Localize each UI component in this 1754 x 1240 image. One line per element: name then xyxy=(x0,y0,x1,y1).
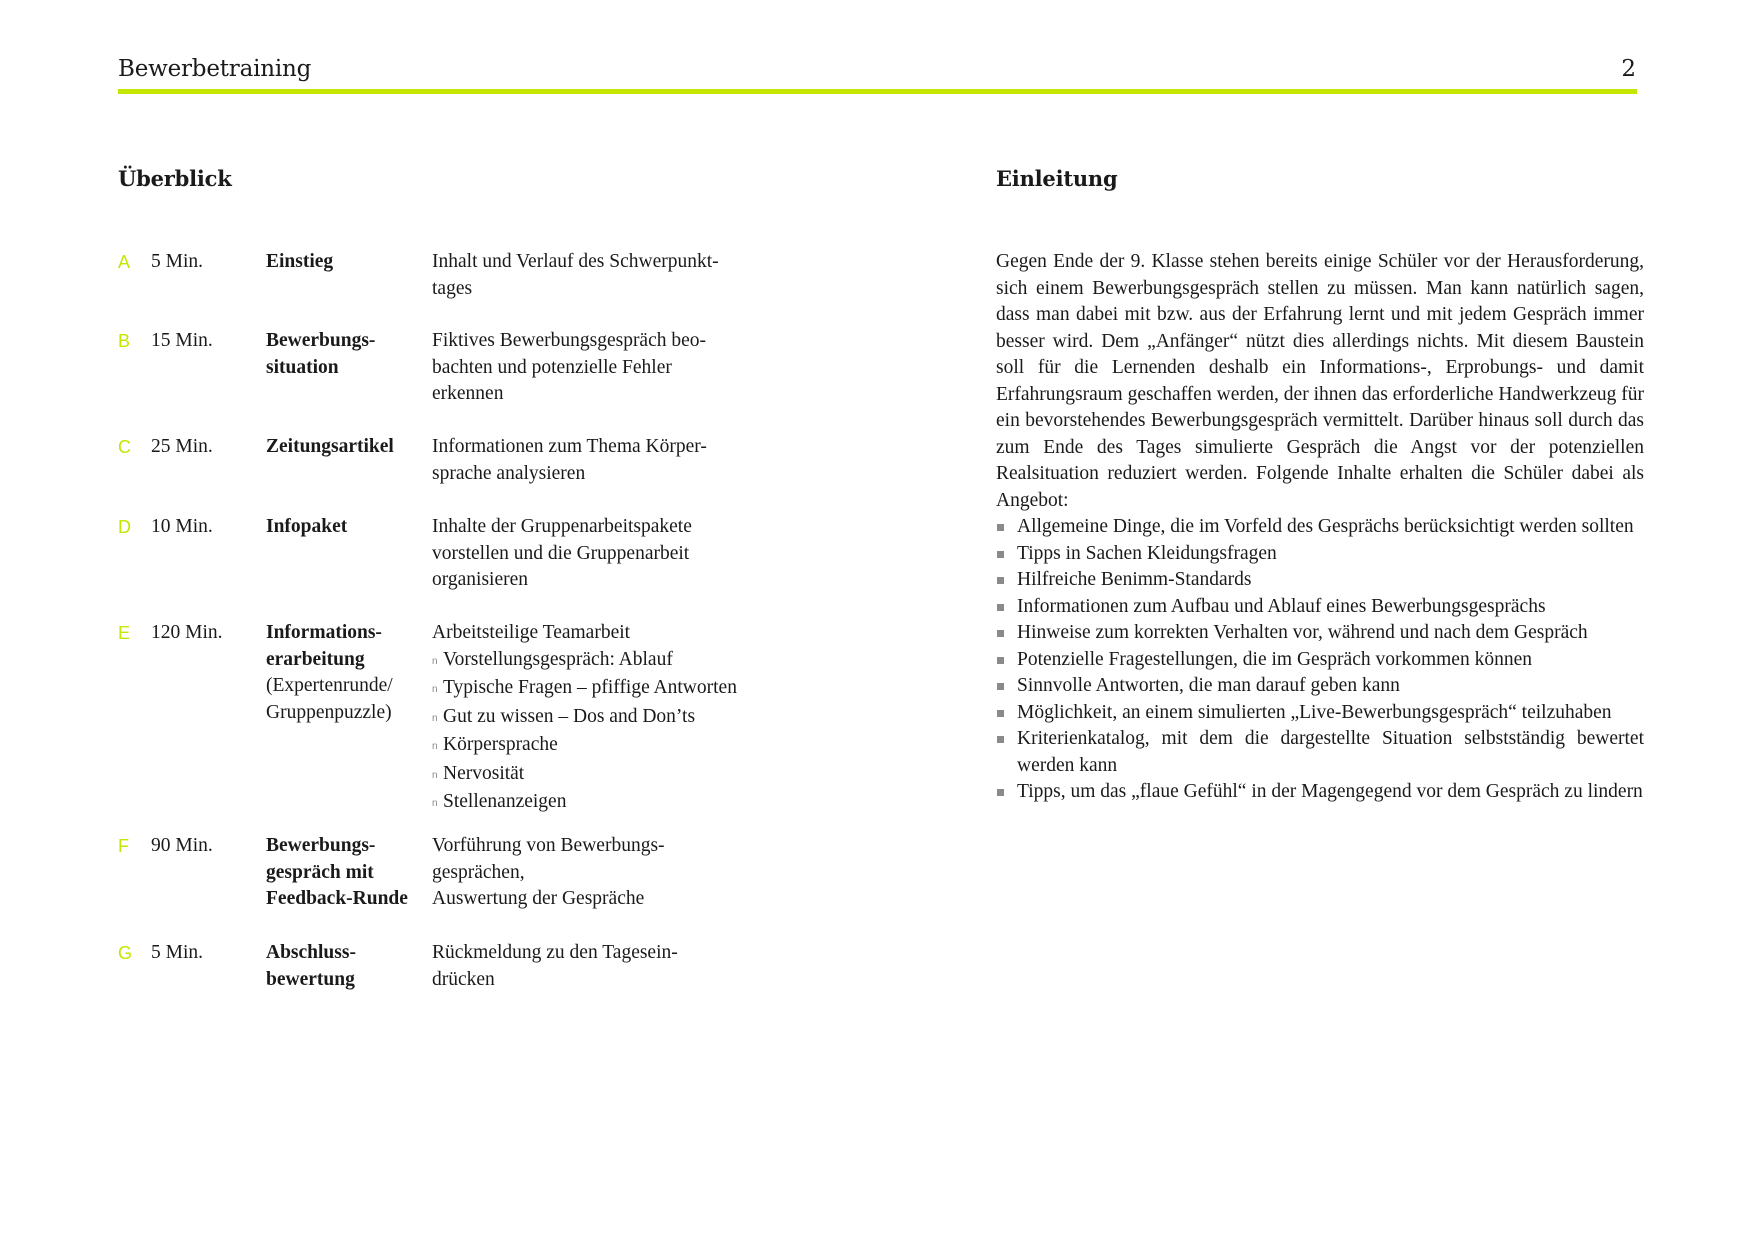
row-duration: 25 Min. xyxy=(151,436,213,457)
square-bullet-icon xyxy=(997,630,1004,637)
row-letter: E xyxy=(118,623,131,643)
list-item-text: Tipps in Sachen Kleidungsfragen xyxy=(1017,542,1277,564)
desc-bullet-item xyxy=(432,761,812,790)
row-title xyxy=(266,434,431,461)
row-description xyxy=(432,328,812,408)
row-title xyxy=(266,620,431,726)
row-letter: D xyxy=(118,517,131,537)
row-title xyxy=(266,249,431,276)
desc-line: Fiktives Bewerbungsgespräch beo- xyxy=(432,330,707,351)
row-letter: F xyxy=(118,836,129,856)
row-title xyxy=(266,940,431,993)
list-item-text: Allgemeine Dinge, die im Vorfeld des Gesprächs berücksichtigt werden sollten xyxy=(1017,516,1634,537)
row-description xyxy=(432,620,812,818)
row-title-line: Abschluss- xyxy=(266,942,356,963)
row-title-line: bewertung xyxy=(266,968,355,990)
row-title-line: gespräch mit xyxy=(266,861,374,883)
list-item xyxy=(996,594,1644,621)
desc-line: organisieren xyxy=(432,569,529,590)
list-item-text: Kriterienkatalog, mit dem die dargestellte Situation selbstständig bewertet werden kann xyxy=(1017,728,1644,776)
row-letter: G xyxy=(118,943,133,963)
list-item xyxy=(996,700,1644,727)
square-bullet-icon xyxy=(997,551,1004,558)
desc-bullet-text: Vorstellungsgespräch: Ablauf xyxy=(443,648,673,670)
row-title-line: Feedback-Runde xyxy=(266,888,408,909)
list-item-text: Tipps, um das „flaue Gefühl“ in der Magengegend vor dem Gespräch zu lindern xyxy=(1017,781,1643,802)
desc-line: sprache analysieren xyxy=(432,462,586,484)
small-bullet-icon: n xyxy=(432,684,438,695)
desc-line: vorstellen und die Gruppenarbeit xyxy=(432,542,690,564)
row-letter: C xyxy=(118,437,131,457)
desc-line: tages xyxy=(432,277,473,299)
desc-line: Rückmeldung zu den Tagesein- xyxy=(432,942,678,963)
square-bullet-icon xyxy=(997,604,1004,611)
list-item-text: Hilfreiche Benimm-Standards xyxy=(1017,569,1252,590)
desc-bullet-text: Nervosität xyxy=(443,762,525,784)
intro-heading: Einleitung xyxy=(996,166,1118,191)
list-item xyxy=(996,620,1644,647)
row-description xyxy=(432,434,812,487)
desc-bullet-item xyxy=(432,704,812,733)
square-bullet-icon xyxy=(997,710,1004,717)
desc-bullet-item xyxy=(432,732,812,761)
small-bullet-icon: n xyxy=(432,798,438,809)
small-bullet-icon: n xyxy=(432,769,438,781)
row-description xyxy=(432,249,812,302)
square-bullet-icon xyxy=(997,524,1004,531)
row-title xyxy=(266,514,431,541)
desc-line: erkennen xyxy=(432,383,504,404)
square-bullet-icon xyxy=(997,789,1004,796)
intro-section xyxy=(996,249,1644,806)
square-bullet-icon xyxy=(997,683,1004,690)
row-title-line: Einstieg xyxy=(266,251,334,272)
row-duration: 10 Min. xyxy=(151,516,213,537)
intro-bullet-list xyxy=(996,514,1644,806)
list-item-text: Sinnvolle Antworten, die man darauf geben kann xyxy=(1017,675,1400,696)
list-item xyxy=(996,779,1644,806)
row-duration: 5 Min. xyxy=(151,251,204,272)
desc-bullet-text: Stellenanzeigen xyxy=(443,791,567,812)
list-item xyxy=(996,647,1644,674)
square-bullet-icon xyxy=(997,577,1004,584)
list-item-text: Informationen zum Aufbau und Ablauf eines Bewerbungsgesprächs xyxy=(1017,595,1546,617)
row-title-subline: Gruppenpuzzle) xyxy=(266,701,392,723)
row-title-line: Infopaket xyxy=(266,516,348,537)
row-title-line: Bewerbungs- xyxy=(266,835,376,856)
desc-line: Informationen zum Thema Körper- xyxy=(432,436,707,457)
row-title-subline: (Expertenrunde/ xyxy=(266,675,393,696)
intro-paragraph: Gegen Ende der 9. Klasse stehen bereits einige Schüler vor der Herausforderung, sich einem Bewerbungsgespräch stellen zu müssen. Man kann natürlich sagen, dass man dabei mit bzw. aus der Erfahrung lernt und mit jedem Gespräch immer besser wird. Dem „Anfänger“ nützt dies allerdings nichts. Mit diesem Baustein soll für die Lernenden deshalb ein Informations-, Erprobungs- und damit Erfahrungsraum geschaffen werden, der ihnen das erforderliche Handwerkzeug für ein bevorstehendes Bewerbungsgespräch vermittelt. Darüber hinaus soll durch das zum Ende des Tages simulierte Gespräch die Angst vor der potenziellen Realsituation reduziert werden. Folgende Inhalte erhalten die Schüler dabei als Angebot: xyxy=(996,251,1644,511)
desc-bullet-text: Gut zu wissen – Dos and Don’ts xyxy=(443,705,696,727)
document-title: Bewerbetraining xyxy=(118,56,312,82)
small-bullet-icon: n xyxy=(432,741,438,752)
desc-line: Auswertung der Gespräche xyxy=(432,888,645,909)
row-description xyxy=(432,833,812,913)
square-bullet-icon xyxy=(997,736,1004,743)
desc-bullet-item xyxy=(432,675,812,704)
row-title-line: Zeitungsartikel xyxy=(266,436,394,457)
row-description xyxy=(432,514,812,594)
desc-line: Arbeitsteilige Teamarbeit xyxy=(432,622,631,643)
row-duration: 120 Min. xyxy=(151,622,223,643)
row-title-line: situation xyxy=(266,356,339,378)
desc-line: gesprächen, xyxy=(432,861,525,883)
row-title-line: Informations- xyxy=(266,622,382,643)
small-bullet-icon: n xyxy=(432,655,438,667)
list-item xyxy=(996,673,1644,700)
overview-heading: Überblick xyxy=(118,166,232,191)
list-item xyxy=(996,567,1644,594)
list-item xyxy=(996,514,1644,541)
list-item-text: Möglichkeit, an einem simulierten „Live-Bewerbungsgespräch“ teilzuhaben xyxy=(1017,701,1612,723)
desc-bullet-item xyxy=(432,647,812,676)
row-letter: A xyxy=(118,252,131,272)
desc-line: bachten und potenzielle Fehler xyxy=(432,356,672,378)
row-title-line: erarbeitung xyxy=(266,648,365,670)
row-duration: 15 Min. xyxy=(151,330,213,351)
list-item-text: Potenzielle Fragestellungen, die im Gespräch vorkommen können xyxy=(1017,648,1532,670)
list-item xyxy=(996,541,1644,568)
small-bullet-icon: n xyxy=(432,712,438,724)
row-title xyxy=(266,328,431,381)
row-title xyxy=(266,833,431,913)
list-item-text: Hinweise zum korrekten Verhalten vor, während und nach dem Gespräch xyxy=(1017,622,1588,643)
desc-line: drücken xyxy=(432,968,495,990)
desc-bullet-item xyxy=(432,789,812,818)
row-letter: B xyxy=(118,331,131,351)
row-title-line: Bewerbungs- xyxy=(266,330,376,351)
page-number: 2 xyxy=(1621,56,1636,82)
desc-line: Vorführung von Bewerbungs- xyxy=(432,835,665,856)
row-duration: 90 Min. xyxy=(151,835,213,856)
row-duration: 5 Min. xyxy=(151,942,204,963)
square-bullet-icon xyxy=(997,657,1004,664)
header-divider xyxy=(118,89,1637,94)
desc-line: Inhalt und Verlauf des Schwerpunkt- xyxy=(432,251,719,272)
desc-bullet-text: Typische Fragen – pfiffige Antworten xyxy=(443,677,737,698)
row-description xyxy=(432,940,812,993)
desc-line: Inhalte der Gruppenarbeitspakete xyxy=(432,516,692,537)
desc-bullet-text: Körpersprache xyxy=(443,734,558,755)
list-item xyxy=(996,726,1644,779)
